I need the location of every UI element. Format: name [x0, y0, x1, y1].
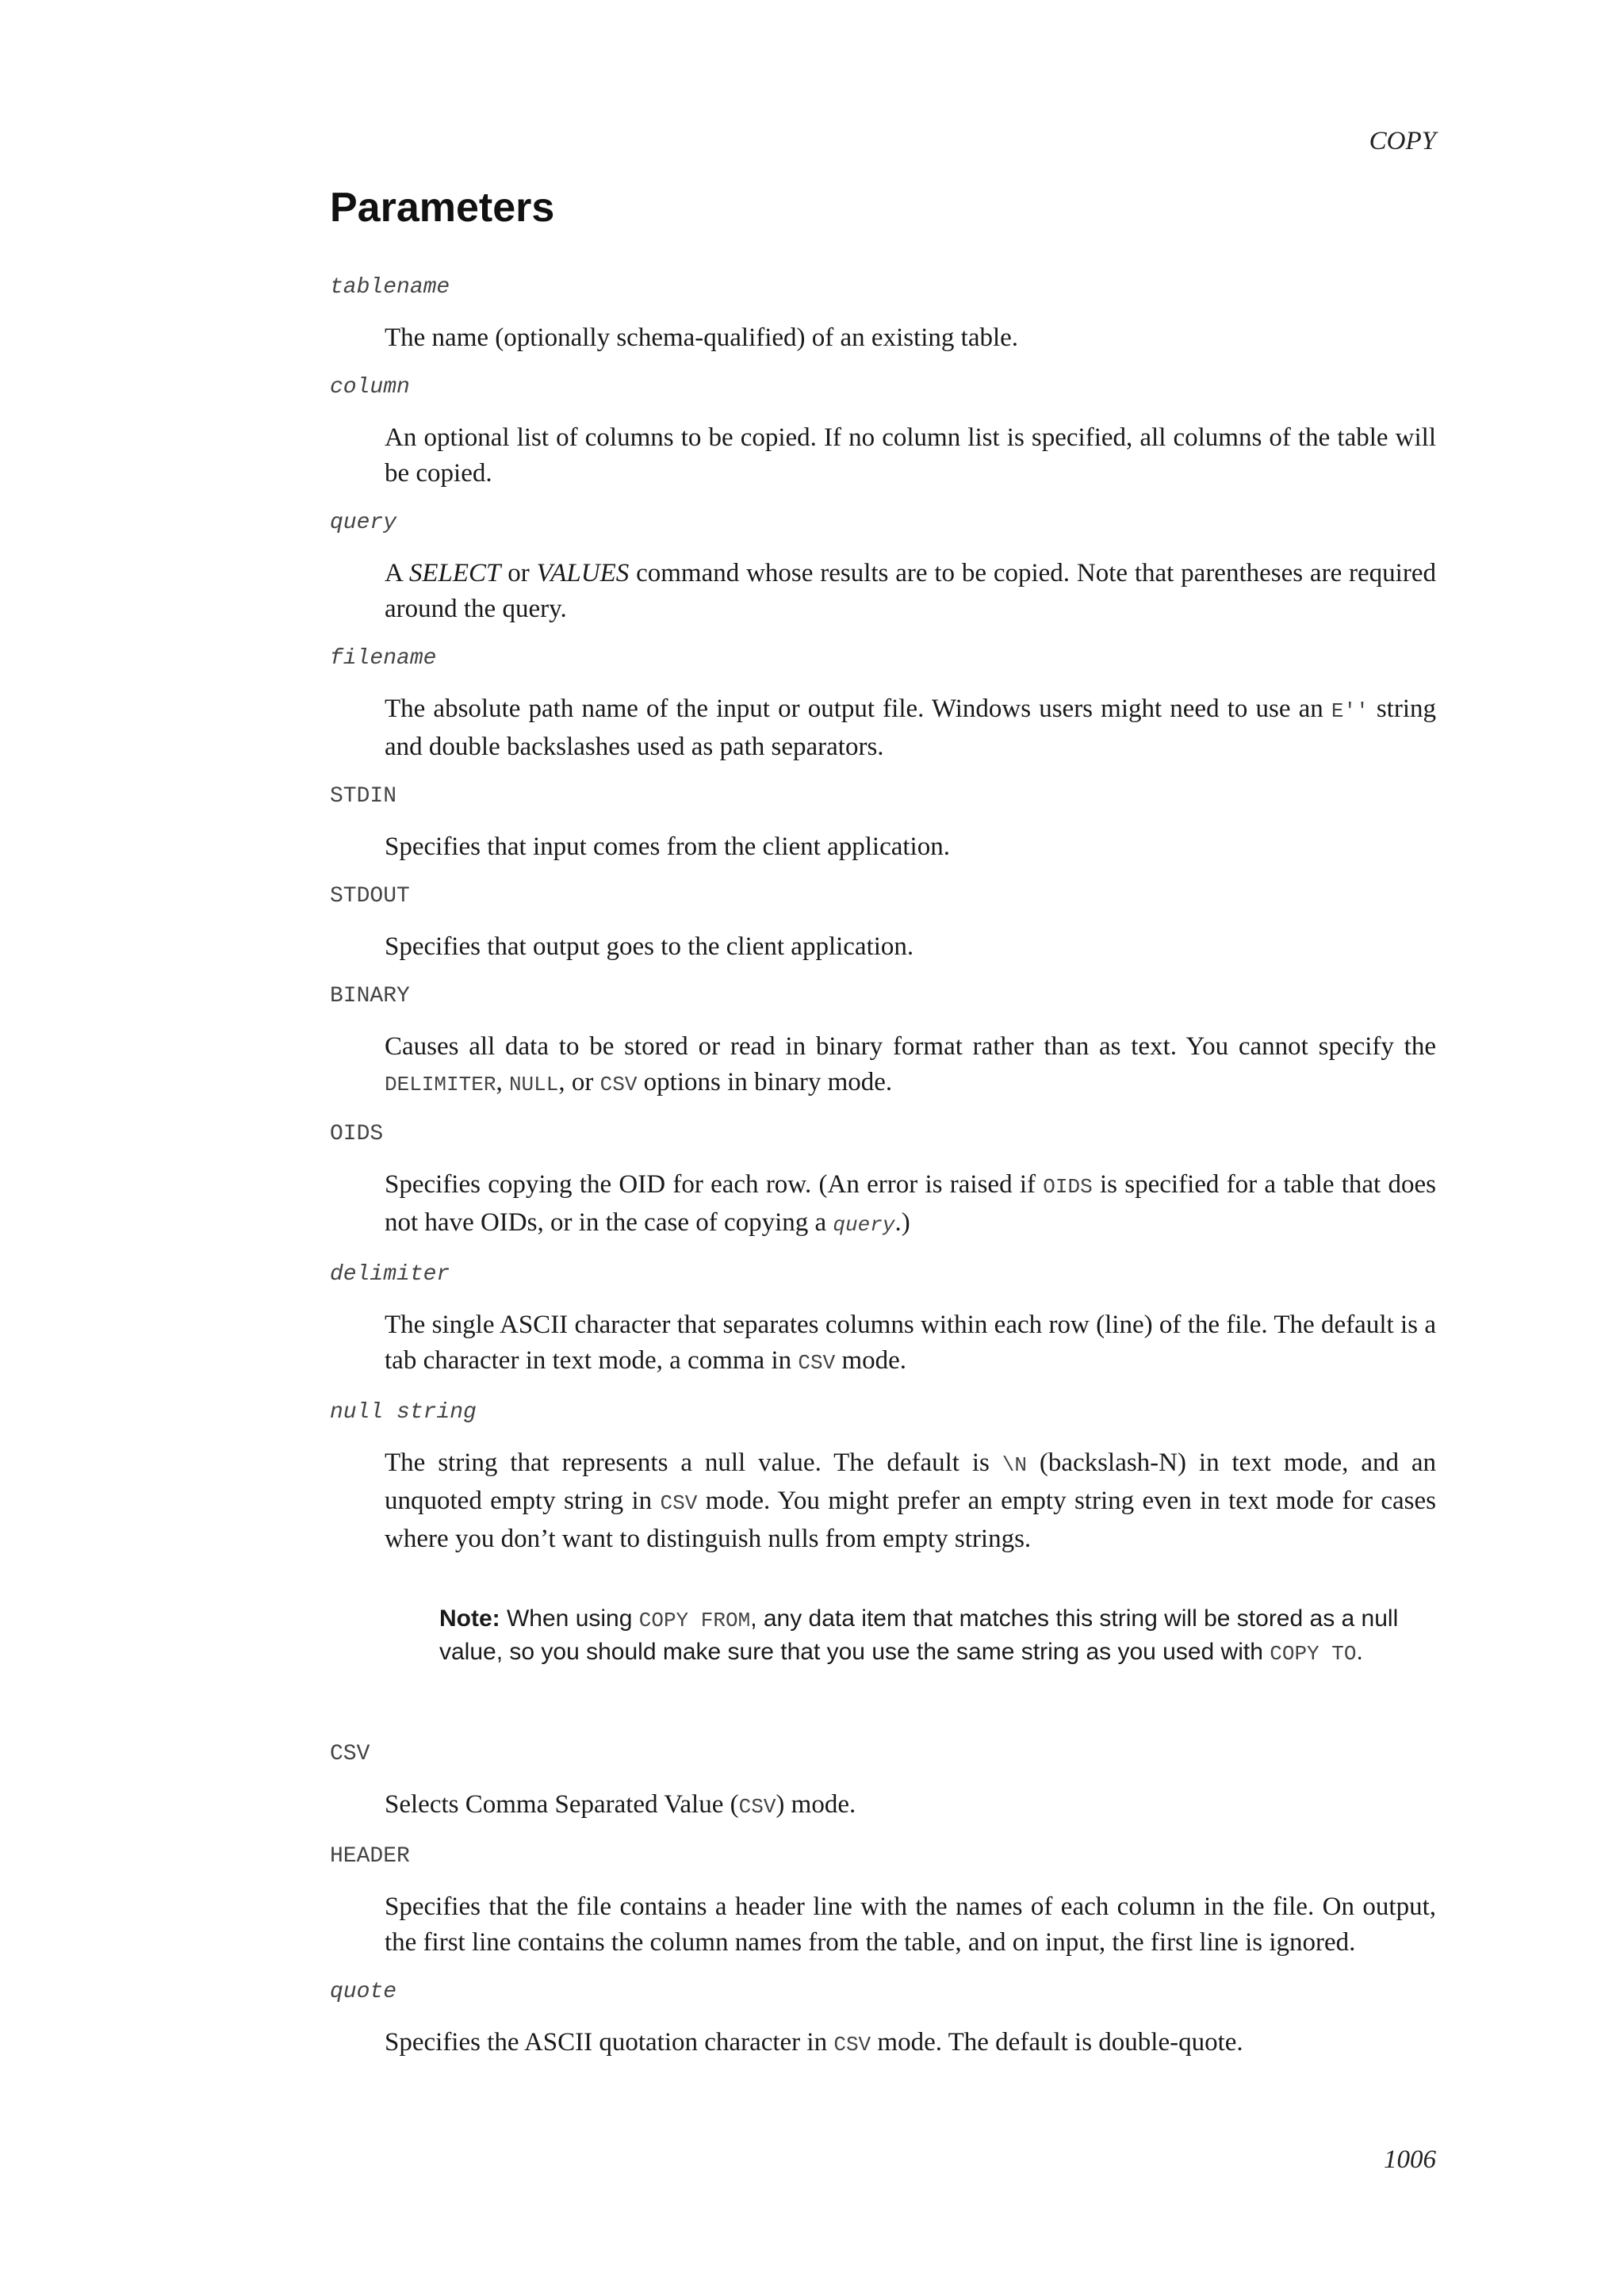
term-csv: CSV: [330, 1742, 370, 1766]
code-delimiter: DELIMITER: [385, 1073, 496, 1096]
desc-oids-text-a: Specifies copying the OID for each row. (An error is raised if: [385, 1170, 1044, 1199]
code-copy-from: COPY FROM: [638, 1609, 751, 1632]
select-keyword: SELECT: [408, 559, 501, 587]
desc-column: An optional list of columns to be copied. If no column list is specified, all columns of the table will be copied.: [385, 423, 1436, 488]
desc-delimiter: [385, 1307, 1436, 1381]
code-query: query: [833, 1213, 895, 1237]
desc-filename-text-b: string and double backslashes used as path separators.: [385, 695, 1436, 761]
desc-delimiter-text-b: mode.: [835, 1346, 907, 1375]
desc-oids: [385, 1167, 1436, 1243]
desc-quote: [385, 2025, 1436, 2063]
desc-delimiter-text-a: The single ASCII character that separates columns within each row (line) of the file. The default is a tab character in text mode, a comma in: [385, 1311, 1436, 1375]
desc-null-string: [385, 1445, 1436, 1557]
values-keyword: VALUES: [536, 559, 630, 587]
note-text-c: .: [1356, 1639, 1363, 1665]
desc-query-text-c: command whose results are to be copied. Note that parentheses are required around the query.: [385, 559, 1436, 623]
desc-oids-text-b: is specified for a table that does not have OIDs, or in the case of copying a: [385, 1170, 1436, 1237]
code-null: NULL: [508, 1073, 559, 1096]
term-stdout: STDOUT: [330, 884, 410, 909]
desc-csv: [385, 1787, 1436, 1825]
section-title: Parameters: [330, 185, 555, 231]
parameter-list: [330, 274, 1436, 2063]
page-number: 1006: [1384, 2145, 1436, 2174]
term-tablename: tablename: [330, 275, 450, 300]
term-filename: filename: [330, 646, 437, 671]
desc-header: Specifies that the file contains a header line with the names of each column in the file. On output, the first line contains the column names from the table, and on input, the first line is ignored.: [385, 1892, 1436, 1957]
note-box: [439, 1603, 1436, 1670]
note-text-a: When using: [500, 1605, 639, 1632]
term-quote: quote: [330, 1980, 397, 2004]
code-csv: CSV: [660, 1491, 698, 1515]
code-csv: CSV: [798, 1351, 836, 1375]
desc-stdout: Specifies that output goes to the client application.: [385, 932, 914, 961]
desc-csv-text-a: Selects Comma Separated Value (: [385, 1790, 739, 1819]
code-csv: CSV: [599, 1073, 638, 1096]
desc-quote-text-b: mode. The default is double-quote.: [871, 2028, 1243, 2057]
desc-csv-text-b: ) mode.: [776, 1790, 856, 1819]
term-binary: BINARY: [330, 984, 410, 1008]
term-null-string: null string: [330, 1400, 477, 1425]
running-head: COPY: [1369, 127, 1436, 155]
code-csv: CSV: [738, 1795, 776, 1819]
desc-binary-sep-1: ,: [496, 1068, 509, 1096]
desc-filename-text-a: The absolute path name of the input or output file. Windows users might need to use an: [385, 695, 1331, 723]
code-oids: OIDS: [1043, 1175, 1093, 1199]
desc-filename: [385, 691, 1436, 765]
desc-oids-text-c: .): [894, 1208, 910, 1237]
term-stdin: STDIN: [330, 784, 397, 809]
desc-tablename: The name (optionally schema-qualified) of an existing table.: [385, 323, 1019, 352]
desc-binary-text-a: Causes all data to be stored or read in binary format rather than as text. You cannot specify the: [385, 1032, 1436, 1061]
term-oids: OIDS: [330, 1122, 384, 1146]
desc-query-text-b: or: [500, 559, 537, 587]
note-text-b: , any data item that matches this string will be stored as a null value, so you should make sure that you use the same string as you used with: [439, 1605, 1399, 1665]
desc-query-text-a: A: [385, 559, 409, 587]
term-delimiter: delimiter: [330, 1262, 450, 1287]
desc-binary-sep-2: , or: [558, 1068, 600, 1096]
term-column: column: [330, 375, 410, 400]
desc-quote-text-a: Specifies the ASCII quotation character in: [385, 2028, 834, 2057]
code-copy-to: COPY TO: [1270, 1642, 1357, 1666]
note-label: Note:: [439, 1605, 500, 1632]
desc-binary: [385, 1029, 1436, 1103]
desc-null-text-a: The string that represents a null value. The default is: [385, 1448, 1002, 1477]
term-query: query: [330, 511, 397, 535]
desc-binary-text-b: options in binary mode.: [637, 1068, 893, 1096]
term-header: HEADER: [330, 1844, 410, 1869]
code-e-string: E'': [1331, 699, 1369, 723]
desc-query: [385, 556, 1436, 627]
desc-stdin: Specifies that input comes from the client application.: [385, 832, 950, 861]
desc-null-text-c: mode. You might prefer an empty string even in text mode for cases where you don’t want to distinguish nulls from empty strings.: [385, 1487, 1436, 1553]
code-backslash-n: \N: [1002, 1453, 1027, 1477]
code-csv: CSV: [833, 2033, 871, 2057]
desc-null-text-b: (backslash-N) in text mode, and an unquoted empty string in: [385, 1448, 1437, 1515]
